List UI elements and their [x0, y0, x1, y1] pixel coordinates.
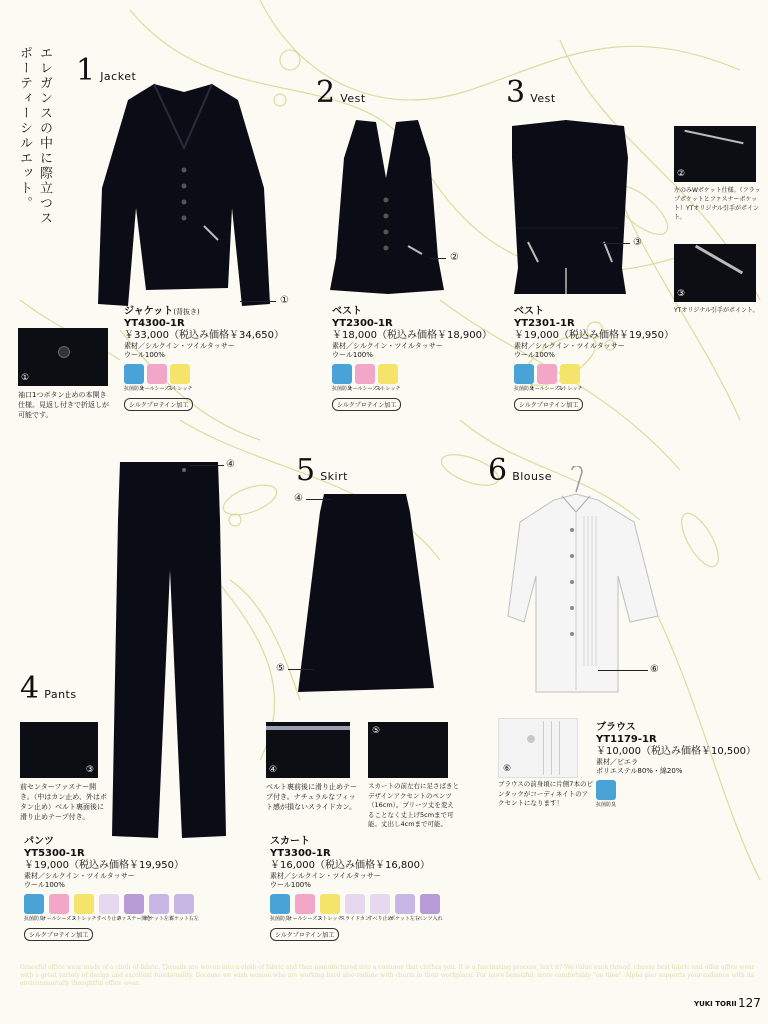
skirt-icons — [270, 894, 490, 922]
blouse-code: YT1179-1R — [596, 734, 657, 745]
vest2-name: ベスト — [332, 306, 362, 317]
callout-line-4-skirt — [306, 499, 330, 500]
icon-label: オールシーズン — [529, 386, 565, 392]
callout-line-4 — [190, 465, 224, 466]
jacket-tag: シルクプロテイン加工 — [124, 398, 193, 411]
skirt-vent-caption: スカートの前左右に足さばきとデザインアクセントのペンツ（16cm）。プリーツ丈を変えることなく丈上げ5cmまで可能。丈出し4cmまで可能。 — [368, 782, 459, 828]
blouse-pintuck-caption: ブラウスの前身頃に片側7本のピンタックがコーディネイトのアクセントになります！ — [498, 780, 593, 807]
callout-3: ③ — [633, 237, 642, 248]
vest3-tag: シルクプロテイン加工 — [514, 398, 583, 411]
blouse-material: 素材／ビエラ — [596, 758, 638, 766]
vest3-heading — [506, 75, 556, 110]
all-season-icon — [41, 894, 77, 922]
detail-number: ② — [677, 169, 686, 179]
non-slip-icon — [367, 894, 393, 922]
icon-label: オールシーズン — [41, 916, 77, 922]
skirt-label: Skirt — [320, 470, 348, 483]
jacket-label: Jacket — [100, 70, 137, 83]
icon-label: ペンツ入れ — [417, 916, 443, 922]
skirt-code: YT3300-1R — [270, 848, 331, 859]
vest3-info — [514, 306, 684, 411]
skirt-info — [270, 836, 490, 941]
skirt-belt-caption: ベルト裏前後に滑り止めテープ付き。ナチュラルなフィット感が損ないスライドカン。 — [266, 783, 357, 811]
detail-number: ① — [21, 373, 30, 383]
icon-label: ストレッチ — [375, 386, 401, 392]
callout-line-1 — [240, 301, 276, 302]
icon-label: 抗菌防臭 — [270, 916, 291, 922]
vest2-image — [326, 118, 448, 298]
icon-label: 抗菌防臭 — [596, 802, 617, 808]
pants-info — [24, 836, 234, 941]
vest-pocket-detail-image — [674, 126, 756, 182]
callout-4: ④ — [226, 459, 235, 470]
icon-label: ストレッチ — [317, 916, 343, 922]
vest3-number: 3 — [506, 75, 526, 110]
pants-fly-caption: 前センターファスナー開き。（中はカン止め、外はボタン止め）ベルト裏面後に滑り止めテープ付き。 — [20, 783, 107, 821]
jacket-name — [124, 306, 294, 318]
blouse-number: 6 — [488, 453, 508, 488]
pants-tag: シルクプロテイン加工 — [24, 928, 93, 941]
skirt-heading — [296, 453, 348, 488]
vest-pocket-caption: 左のみWポケット仕様。（フラップポケットとファスナーポケット）YTオリジナル引手がポイント。 — [674, 187, 761, 221]
stretch-icon — [167, 364, 193, 392]
blouse-image — [506, 466, 662, 698]
pants-code: YT5300-1R — [24, 848, 85, 859]
vest2-material: 素材／シルクイン・ツイルタッサー — [332, 342, 443, 350]
blouse-pintuck-detail-image — [498, 718, 578, 778]
vest2-icons — [332, 364, 502, 392]
pocket-icon — [390, 894, 420, 922]
all-season-icon — [529, 364, 565, 392]
vest2-heading — [316, 75, 366, 110]
footer-copy: Graceful office wear made of a cloth of fabric. Threads are woven into a cloth of fabric and then manufactured into a costume that clothes you. It is a fascinating process, isn't it? We value each thread, choose best fabric and offer office wear with a great variety of design and excellent functionality. Because we wish women who are working hard also radiate with charm in their workplace. For more beautiful, more comfortably "on time". Alpha pier supports your radiance with its environmentally thoughtful office wear. — [20, 964, 755, 987]
icon-label: ポケット左右 — [390, 916, 420, 922]
callout-line-3 — [602, 243, 630, 244]
icon-label: オールシーズン — [139, 386, 175, 392]
vest3-price: ￥19,000（税込み価格￥19,950） — [514, 330, 674, 341]
vest3-image — [508, 118, 632, 298]
icon-label: 抗菌防臭 — [24, 916, 45, 922]
icon-label: 抗菌防臭 — [124, 386, 145, 392]
detail-number: ④ — [269, 765, 278, 775]
vest3-code: YT2301-1R — [514, 318, 575, 329]
detail-number: ③ — [85, 765, 94, 775]
vest-zipper-detail-image — [674, 244, 756, 302]
jacket-code: YT4300-1R — [124, 318, 185, 329]
skirt-belt-detail-image — [266, 722, 350, 778]
icon-label: ポケット右左 — [169, 916, 199, 922]
jacket-composition: ウール100% — [124, 351, 165, 359]
icon-label: すべり止め — [367, 916, 393, 922]
detail-number: ⑤ — [372, 726, 381, 736]
jacket-icons — [124, 364, 294, 392]
skirt-material: 素材／シルクイン・ツイルタッサー — [270, 872, 381, 880]
jacket-material: 素材／シルクイン・ツイルタッサー — [124, 342, 235, 350]
all-season-icon — [347, 364, 383, 392]
blouse-price: ￥10,000（税込み価格￥10,500） — [596, 746, 756, 757]
zipper-icon — [116, 894, 152, 922]
callout-6: ⑥ — [650, 664, 659, 675]
vest3-composition: ウール100% — [514, 351, 555, 359]
icon-label: オールシーズン — [347, 386, 383, 392]
slide-adjuster-icon — [340, 894, 370, 922]
vest2-number: 2 — [316, 75, 336, 110]
callout-line-6 — [598, 670, 648, 671]
blouse-icons — [596, 780, 756, 808]
pocket-right-icon — [169, 894, 199, 922]
icon-label: 抗菌防臭 — [514, 386, 535, 392]
pants-name: パンツ — [24, 836, 54, 847]
pants-price: ￥19,000（税込み価格￥19,950） — [24, 860, 184, 871]
callout-1: ① — [280, 295, 289, 306]
footer-brand: YUKI TORII — [694, 1000, 737, 1008]
callout-line-2 — [430, 258, 446, 259]
pocket-left-icon — [144, 894, 174, 922]
callout-4-skirt: ④ — [294, 493, 303, 504]
jacket-price: ￥33,000（税込み価格￥34,650） — [124, 330, 284, 341]
skirt-name: スカート — [270, 836, 310, 847]
stretch-icon — [375, 364, 401, 392]
icon-label: ファスナー開き — [116, 916, 152, 922]
jacket-info — [124, 306, 294, 411]
callout-line-5 — [288, 669, 314, 670]
icon-label: すべり止め — [96, 916, 122, 922]
blouse-name: ブラウス — [596, 722, 636, 733]
vertical-tagline: エレガンスの中に際立つスポーティーシルエット。 — [17, 46, 52, 226]
skirt-image — [294, 492, 436, 696]
skirt-tag: シルクプロテイン加工 — [270, 928, 339, 941]
vent-icon — [417, 894, 443, 922]
vest2-code: YT2300-1R — [332, 318, 393, 329]
vest2-composition: ウール100% — [332, 351, 373, 359]
pants-fly-detail-image — [20, 722, 98, 778]
pants-heading — [20, 671, 77, 706]
page-number: 127 — [738, 996, 761, 1010]
vest3-name: ベスト — [514, 306, 544, 317]
all-season-icon — [287, 894, 323, 922]
icon-label: ストレッチ — [557, 386, 583, 392]
vest2-tag: シルクプロテイン加工 — [332, 398, 401, 411]
callout-2: ② — [450, 252, 459, 263]
vest-zipper-caption: YTオリジナル引手がポイント。 — [674, 307, 759, 314]
blouse-info — [596, 722, 756, 808]
stretch-icon — [317, 894, 343, 922]
stretch-icon — [71, 894, 97, 922]
skirt-composition: ウール100% — [270, 881, 311, 889]
vest2-price: ￥18,000（税込み価格￥18,900） — [332, 330, 492, 341]
pants-icons — [24, 894, 234, 922]
jacket-name-note: (背抜き) — [173, 308, 200, 316]
icon-label: ポケット左右 — [144, 916, 174, 922]
vest3-label: Vest — [530, 92, 556, 105]
icon-label: スライドカン — [340, 916, 370, 922]
pants-number: 4 — [20, 671, 40, 706]
callout-5: ⑤ — [276, 663, 285, 674]
blouse-label: Blouse — [512, 470, 552, 483]
icon-label: 抗菌防臭 — [332, 386, 353, 392]
jacket-number: 1 — [76, 53, 96, 88]
blouse-composition: ポリエステル80%・綿20% — [596, 767, 683, 775]
vest3-icons — [514, 364, 684, 392]
pants-image — [110, 460, 228, 842]
icon-label: オールシーズン — [287, 916, 323, 922]
jacket-name-text: ジャケット — [124, 306, 174, 317]
pants-composition: ウール100% — [24, 881, 65, 889]
icon-label: ストレッチ — [71, 916, 97, 922]
skirt-vent-detail-image — [368, 722, 448, 778]
antibacterial-icon — [596, 780, 616, 808]
icon-label: ストレッチ — [167, 386, 193, 392]
pants-material: 素材／シルクイン・ツイルタッサー — [24, 872, 135, 880]
jacket-cuff-detail-image — [18, 328, 108, 386]
vest3-material: 素材／シルクイン・ツイルタッサー — [514, 342, 625, 350]
skirt-number: 5 — [296, 453, 316, 488]
skirt-price: ￥16,000（税込み価格￥16,800） — [270, 860, 430, 871]
all-season-icon — [139, 364, 175, 392]
jacket-image — [92, 78, 274, 310]
pants-label: Pants — [44, 688, 77, 701]
vest2-label: Vest — [340, 92, 366, 105]
detail-number: ⑥ — [503, 764, 512, 774]
detail-number: ③ — [677, 289, 686, 299]
stretch-icon — [557, 364, 583, 392]
jacket-cuff-caption: 袖口1つボタン止めの本開き仕様。見返し付きで折返しが可能です。 — [18, 391, 109, 419]
vest2-info — [332, 306, 502, 411]
